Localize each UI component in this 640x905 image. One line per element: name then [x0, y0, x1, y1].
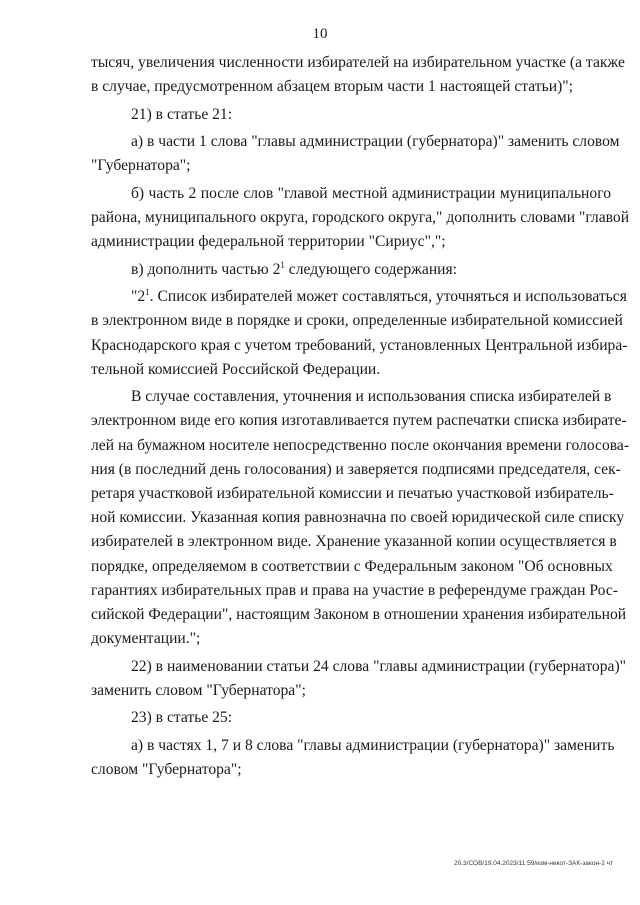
text-line: 22) в наименовании статьи 24 слова "главы администрации (губернатора)" — [131, 657, 627, 675]
paragraph — [91, 51, 625, 99]
text-line: а) в частях 1, 7 и 8 слова "главы администрации (губернатора)" заменить — [131, 736, 615, 754]
text-line: порядке, определяемом в соответствии с Федеральным законом "Об основных — [91, 557, 613, 575]
text-line: ретаря участковой избирательной комиссии и печатью участковой избиратель- — [91, 484, 614, 502]
text-line: в) дополнить частью $2^1$ следующего содержания: — [131, 259, 458, 278]
superscript-one: 1 — [280, 259, 285, 270]
text-line: сийской Федерации", настоящим Законом в отношении хранения избирательной — [91, 605, 627, 623]
text-line: заменить словом "Губернатора"; — [91, 681, 306, 699]
text-line: документации."; — [91, 630, 201, 648]
document-footer-code: 20.3/СОВ/19.04.2023/11:59/изм-некот-ЗАК-закон-2 чт — [454, 860, 613, 867]
text-line: района, муниципального округа, городского округа," дополнить словами "главой — [91, 209, 630, 227]
page-number: 10 — [312, 26, 328, 42]
paragraph — [91, 734, 615, 782]
paragraph — [91, 103, 611, 127]
text-line: ной комиссии. Указанная копия равнозначна по своей юридической силе списку — [91, 509, 625, 527]
text-line: "$2^1$. Список избирателей может составляться, уточняться и использоваться — [131, 287, 627, 306]
paragraph — [91, 182, 630, 255]
superscript-one: 1 — [145, 287, 150, 298]
document-body — [91, 51, 630, 782]
text-line: 23) в статье 25: — [131, 709, 233, 727]
text-line: а) в части 1 слова "главы администрации (губернатора)" заменить словом — [131, 133, 620, 151]
text-line: Краснодарского края с учетом требований, установленных Центральной избира- — [91, 336, 628, 354]
text-line: "Губернатора"; — [91, 157, 191, 175]
text-line: словом "Губернатора"; — [91, 760, 242, 778]
paragraph — [91, 385, 630, 651]
paragraph — [91, 258, 611, 282]
paragraph — [91, 285, 628, 382]
text-line: избирателей в электронном виде. Хранение указанной копии осуществляется в — [91, 533, 617, 551]
text-line: в случае, предусмотренном абзацем вторым части 1 настоящей статьи)"; — [91, 78, 573, 96]
text-line: тельной комиссией Российской Федерации. — [91, 360, 381, 378]
text-line: администрации федеральной территории "Сириус","; — [91, 233, 446, 251]
text-line: тысяч, увеличения численности избирателей на избирательном участке (а также — [91, 54, 625, 71]
paragraph — [91, 130, 620, 178]
paragraph — [91, 655, 627, 703]
text-line: В случае составления, уточнения и использования списка избирателей в — [131, 388, 612, 406]
text-line: 21) в статье 21: — [131, 105, 233, 123]
text-line: гарантиях избирательных прав и права на участие в референдуме граждан Рос- — [91, 581, 618, 599]
text-line: электронном виде его копия изготавливается путем распечатки списка избирате- — [91, 412, 627, 430]
text-line: в электронном виде в порядке и сроки, определенные избирательной комиссией — [91, 312, 623, 330]
text-line: лей на бумажном носителе непосредственно после окончания времени голосова- — [91, 436, 630, 454]
text-line: ния (в последний день голосования) и заверяется подписями председателя, сек- — [91, 460, 621, 478]
paragraph — [91, 706, 611, 730]
text-line: б) часть 2 после слов "главой местной администрации муниципального — [131, 184, 611, 202]
